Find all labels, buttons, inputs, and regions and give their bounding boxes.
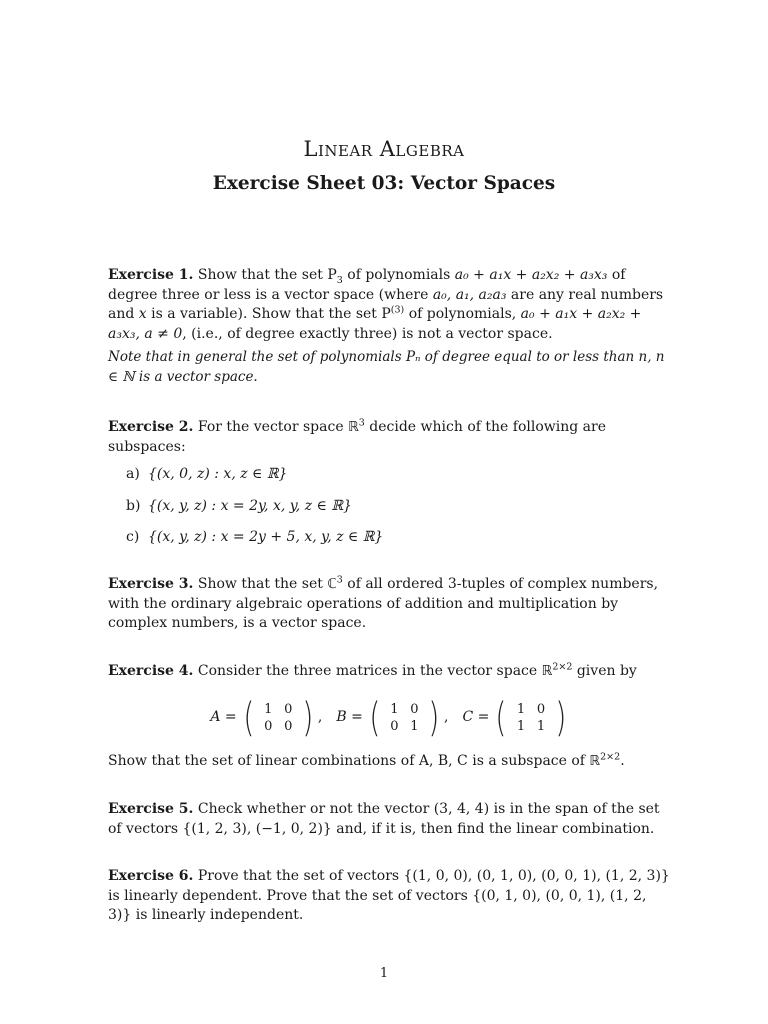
matrix-grid: [511, 701, 551, 735]
coefficients: a₀, a₁, a₂a₃: [432, 286, 507, 303]
exercise-4-text: [108, 662, 671, 682]
exercise-5-text: [108, 800, 671, 839]
exercise-6: [108, 867, 671, 926]
exercise-2: [108, 418, 671, 560]
note-text-a: Note that in general the set of polynomials: [108, 349, 406, 365]
left-paren: (: [495, 694, 507, 741]
exercise-1-text-f: of polynomials,: [404, 306, 521, 322]
matrix-cell: 1: [390, 701, 399, 717]
exercise-3: [108, 575, 671, 634]
item-set: {(x, 0, z) : x, z ∈ ℝ}: [148, 466, 288, 482]
matrix-cell: 0: [284, 718, 293, 734]
document-title: Linear Algebra: [303, 137, 465, 161]
matrix-cell: 0: [536, 701, 546, 717]
item-label: a): [126, 466, 140, 482]
matrix-cell: 1: [264, 701, 273, 717]
matrix-separator: ,: [444, 708, 449, 725]
exercise-3-text: [108, 575, 671, 634]
real-space-exponent: 2×2: [600, 750, 621, 762]
exercise-1-text-a: Show that the set P: [193, 267, 337, 283]
exercise-4-text-b: given by: [572, 663, 637, 679]
exercise-1: [108, 266, 671, 387]
exercise-4-text-d: .: [620, 752, 625, 769]
exercise-1-label: Exercise 1.: [108, 267, 194, 283]
item-set: {(x, y, z) : x = 2y, x, y, z ∈ ℝ}: [148, 497, 352, 514]
exercise-1-note: [108, 348, 671, 387]
page-number: 1: [379, 966, 389, 981]
exercise-5-label: Exercise 5.: [108, 801, 194, 817]
matrix-a: [210, 694, 328, 741]
exercise-4: [108, 662, 671, 771]
note-pn: Pₙ: [405, 349, 421, 365]
matrix-cell: 1: [536, 718, 546, 734]
exercise-3-text-a: Show that the set: [193, 576, 328, 592]
polynomial-expression: a₀ + a₁x + a₂x₂ + a₃x₃: [454, 267, 608, 283]
exercise-3-label: Exercise 3.: [108, 576, 194, 592]
exercise-1-text-c: of degree three or less is a vector space (where: [108, 267, 626, 303]
list-item: [126, 465, 671, 485]
exercise-6-body: Prove that the set of vectors {(1, 0, 0), (0, 1, 0), (0, 0, 1), (1, 2, 3)} is linearly dependent. Prove that the set of vectors {(0, 1, 0), (0, 0, 1), (1, 2, 3)} is linearly independent.: [108, 868, 670, 923]
matrix-grid: [258, 701, 298, 735]
note-text-c: is a vector space.: [134, 368, 258, 385]
matrix-cell: 0: [264, 718, 273, 734]
exercise-4-label: Exercise 4.: [108, 663, 194, 679]
real-space-symbol: ℝ: [348, 419, 359, 435]
document-subtitle: Exercise Sheet 03: Vector Spaces: [212, 173, 556, 194]
exercise-2-items: [108, 465, 671, 548]
matrix-b: [336, 694, 454, 741]
exercise-1-text-b: of polynomials: [342, 267, 455, 283]
exercise-4-text-c: Show that the set of linear combinations of A, B, C is a subspace of: [108, 752, 590, 769]
exercise-1-text-d: are any real numbers and: [108, 286, 664, 322]
item-label: c): [126, 529, 140, 545]
matrix-name: B =: [336, 708, 363, 725]
right-paren: ): [428, 694, 440, 741]
real-space-symbol: ℝ: [541, 663, 553, 679]
list-item: [126, 528, 671, 548]
p-superscript: (3): [390, 304, 405, 316]
matrix-c: [462, 694, 568, 741]
exercise-1-text-g: , (i.e., of degree exactly three) is not a vector space.: [182, 325, 553, 342]
matrix-name: A =: [210, 708, 237, 725]
real-space-exponent: 2×2: [552, 661, 573, 673]
exercise-4-conclusion: [108, 752, 671, 772]
exercise-2-text: [108, 418, 671, 457]
complex-space-symbol: ℂ: [327, 576, 337, 592]
matrix-cell: 0: [284, 701, 293, 717]
variable-x: x: [138, 306, 147, 322]
matrix-name: C =: [462, 708, 490, 725]
exercise-5-body: Check whether or not the vector (3, 4, 4) is in the span of the set of vectors {(1, 2, 3), (−1, 0, 2)} and, if it is, then find the linear combination.: [108, 801, 660, 837]
matrix-row: [108, 694, 671, 741]
exercise-6-label: Exercise 6.: [108, 868, 194, 884]
right-paren: ): [302, 694, 314, 741]
left-paren: (: [243, 694, 254, 741]
exercise-2-text-b: decide which of the following are subspaces:: [108, 419, 606, 455]
matrix-separator: ,: [317, 708, 323, 725]
matrix-cell: 1: [410, 718, 419, 734]
polynomial-expression-2: a₀ + a₁x + a₂x₂ + a₃x₃, a ≠ 0: [108, 306, 642, 342]
note-n: n, n ∈ ℕ: [108, 349, 665, 385]
matrix-cell: 0: [410, 701, 419, 717]
item-label: b): [126, 497, 141, 514]
exercise-5: [108, 800, 671, 839]
matrix-cell: 0: [390, 718, 399, 734]
exercise-1-text-e: is a variable). Show that the set P: [146, 306, 391, 322]
real-space-exponent: 3: [358, 417, 365, 429]
real-space-symbol: ℝ: [589, 752, 601, 769]
p-subscript: 3: [336, 274, 343, 286]
right-paren: ): [555, 694, 567, 741]
exercise-6-text: [108, 867, 671, 926]
exercise-1-text: [108, 266, 671, 344]
complex-space-exponent: 3: [336, 574, 343, 586]
exercise-3-text-b: of all ordered 3-tuples of complex numbers, with the ordinary algebraic operations of addition and multiplication by complex numbers, is a vector space.: [108, 576, 659, 631]
matrix-grid: [384, 701, 424, 735]
note-text-b: of degree equal to or less than: [420, 349, 639, 365]
matrix-cell: 1: [516, 718, 526, 734]
exercise-2-label: Exercise 2.: [108, 419, 194, 435]
left-paren: (: [369, 694, 381, 741]
list-item: [126, 497, 671, 517]
matrix-cell: 1: [516, 701, 526, 717]
exercise-4-text-a: Consider the three matrices in the vector space: [193, 663, 542, 679]
exercise-2-text-a: For the vector space: [193, 419, 349, 435]
item-set: {(x, y, z) : x = 2y + 5, x, y, z ∈ ℝ}: [148, 529, 384, 545]
